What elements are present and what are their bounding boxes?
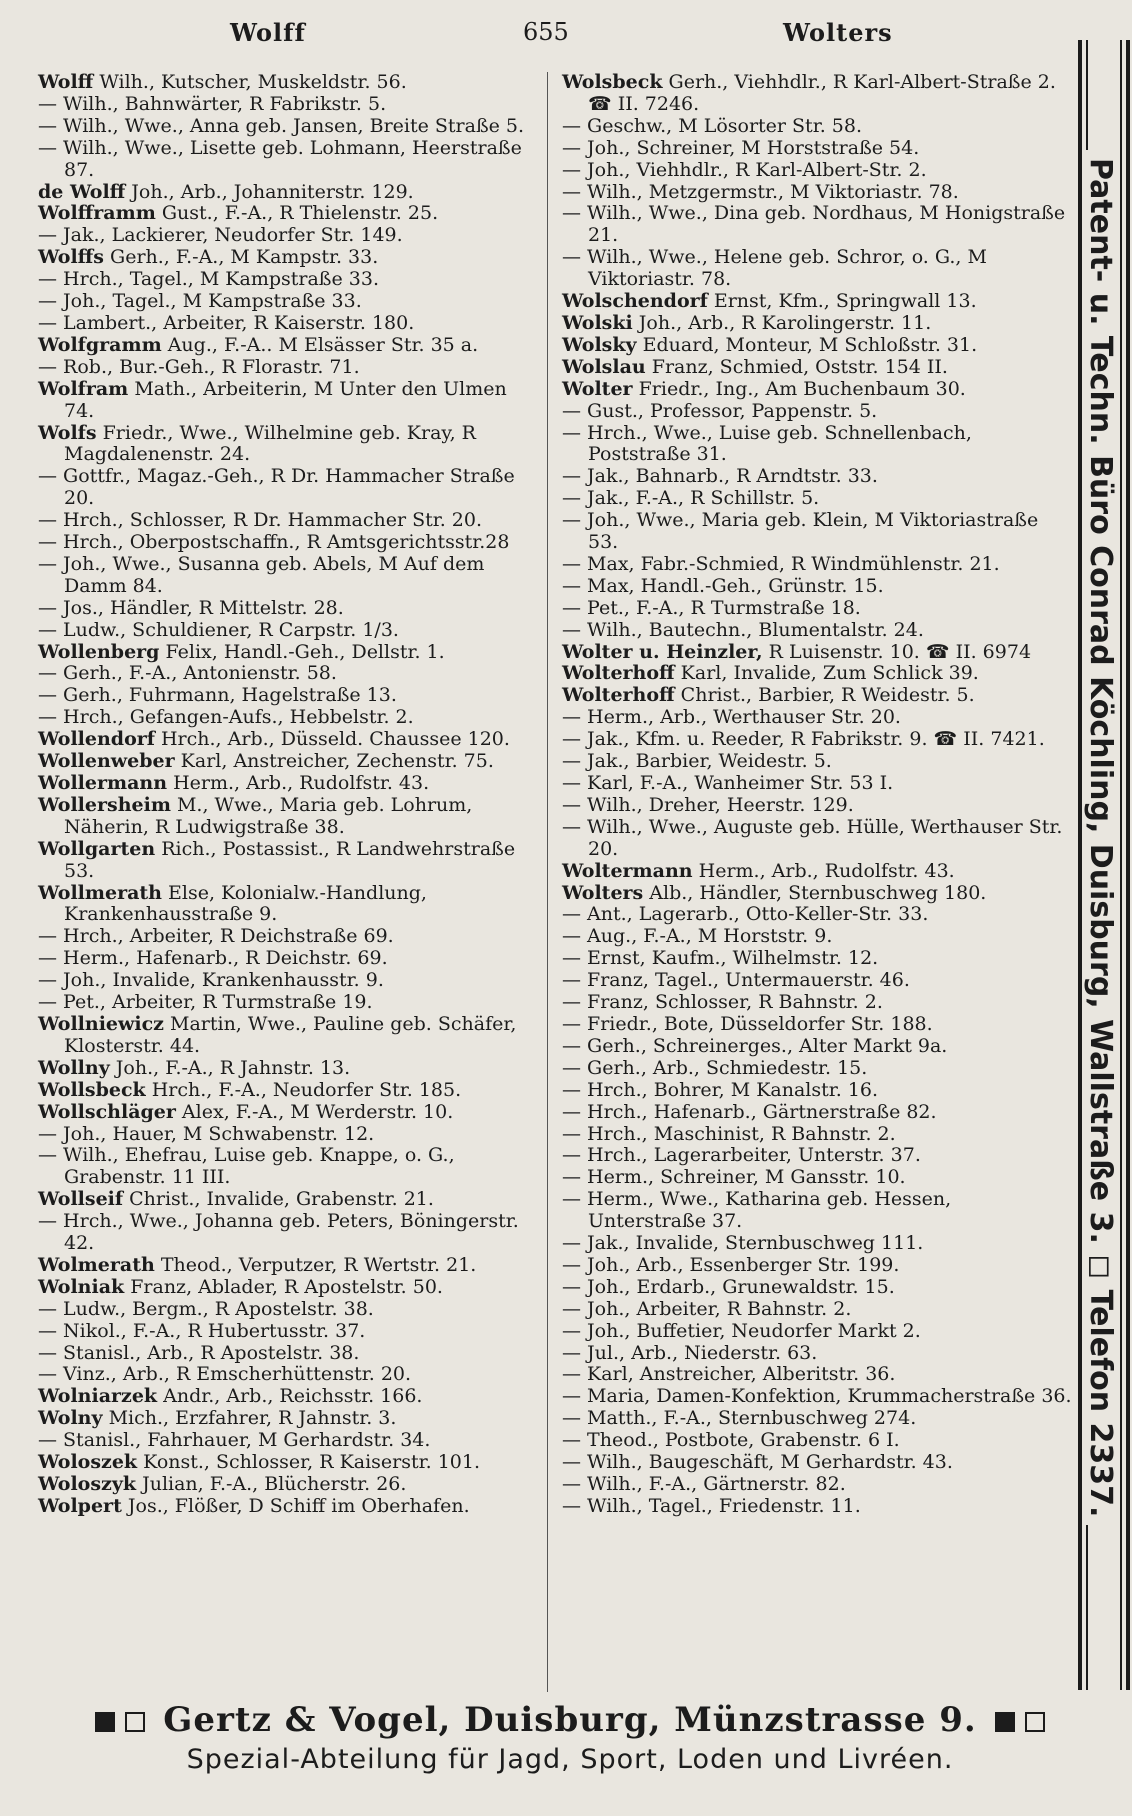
entry-text: — Wilh., Dreher, Heerstr. 129. (562, 793, 854, 816)
entry-text: — Karl, F.-A., Wanheimer Str. 53 I. (562, 772, 894, 794)
directory-entry (38, 532, 538, 554)
entry-text: — Jak., Kfm. u. Reeder, R Fabrikstr. 9. ☎ II. 7421. (562, 728, 1045, 751)
left-column (38, 72, 538, 1518)
entry-text: Karl, Anstreicher, Zechenstr. 75. (174, 750, 494, 773)
directory-entry (38, 1080, 538, 1102)
directory-entry (562, 1386, 1072, 1408)
entry-text: — Jul., Arb., Niederstr. 63. (562, 1341, 818, 1364)
directory-entry (38, 707, 538, 729)
directory-entry (38, 466, 538, 510)
entry-text: — Franz, Tagel., Untermauerstr. 46. (562, 969, 910, 992)
entry-text: — Wilh., Wwe., Anna geb. Jansen, Breite Straße 5. (38, 114, 525, 137)
entry-surname: Wolski (562, 311, 633, 334)
entry-surname: Wolfram (38, 377, 129, 400)
directory-entry (38, 1430, 538, 1452)
directory-entry (38, 379, 538, 423)
directory-entry (562, 1430, 1072, 1452)
entry-text: — Joh., Erdarb., Grunewaldstr. 15. (562, 1275, 895, 1298)
directory-entry (562, 313, 1072, 335)
directory-entry (562, 1102, 1072, 1124)
directory-entry (562, 1014, 1072, 1036)
entry-surname: Wollermann (38, 772, 168, 794)
directory-entry (562, 1080, 1072, 1102)
entry-text: Gerh., Viehhdlr., R Karl-Albert-Straße 2. ☎ II. 7246. (588, 71, 1056, 115)
directory-entry (562, 1474, 1072, 1496)
entry-surname: Wollsbeck (38, 1078, 146, 1101)
directory-entry (562, 203, 1072, 247)
column-divider (547, 72, 548, 1692)
entry-surname: Wolterhoff (562, 662, 675, 685)
entry-text: Theod., Verputzer, R Wertstr. 21. (154, 1253, 477, 1276)
entry-text: — Jak., Invalide, Sternbuschweg 111. (562, 1232, 924, 1255)
directory-entry (38, 1211, 538, 1255)
directory-entry (38, 182, 538, 204)
entry-surname: Wollny (38, 1056, 110, 1079)
directory-entry (562, 729, 1072, 751)
directory-entry (38, 313, 538, 335)
entry-surname: Wollniewicz (38, 1012, 164, 1035)
directory-entry (38, 1496, 538, 1518)
entry-surname: Wolfframm (38, 202, 156, 225)
entry-text: — Joh., Viehhdlr., R Karl-Albert-Str. 2. (562, 158, 927, 181)
directory-entry (562, 1452, 1072, 1474)
entry-surname: Wolfs (38, 421, 97, 444)
sidebar-rule (1120, 40, 1122, 1690)
entry-text: — Jak., Barbier, Weidestr. 5. (562, 750, 832, 773)
entry-text: — Wilh., Metzgermstr., M Viktoriastr. 78. (562, 180, 959, 203)
square-filled-icon (995, 1712, 1015, 1732)
entry-surname: Wollenweber (38, 750, 175, 773)
directory-entry (562, 1167, 1072, 1189)
directory-entry (562, 182, 1072, 204)
entry-text: Friedr., Ing., Am Buchenbaum 30. (632, 377, 966, 400)
directory-entry (38, 1255, 538, 1277)
directory-entry (38, 642, 538, 664)
entry-text: Andr., Arb., Reichsstr. 166. (157, 1385, 423, 1408)
footer-line-1 (30, 1700, 1110, 1740)
entry-text: — Theod., Postbote, Grabenstr. 6 I. (562, 1429, 900, 1452)
entry-text: Martin, Wwe., Pauline geb. Schäfer, Klosterstr. 44. (64, 1012, 517, 1057)
entry-text: — Joh., Hauer, M Schwabenstr. 12. (38, 1122, 375, 1145)
entry-text: Herm., Arb., Rudolfstr. 43. (692, 859, 955, 882)
entry-text: — Wilh., Baugeschäft, M Gerhardstr. 43. (562, 1451, 953, 1474)
entry-text: — Jak., Lackierer, Neudorfer Str. 149. (38, 224, 403, 247)
entry-text: — Hrch., Lagerarbeiter, Unterstr. 37. (562, 1144, 921, 1167)
entry-text: Gerh., F.-A., M Kampstr. 33. (103, 246, 379, 269)
directory-entry (38, 1102, 538, 1124)
entry-text: — Hrch., Wwe., Luise geb. Schnellenbach, Poststraße 31. (562, 421, 972, 466)
entry-text: — Hrch., Arbeiter, R Deichstraße 69. (38, 925, 394, 948)
entry-text: — Geschw., M Lösorter Str. 58. (562, 114, 862, 137)
directory-entry (38, 795, 538, 839)
entry-text: — Gust., Professor, Pappenstr. 5. (562, 399, 878, 422)
entry-text: — Hrch., Schlosser, R Dr. Hammacher Str. 20. (38, 509, 483, 532)
entry-surname: Wolpert (38, 1494, 122, 1517)
square-icon (125, 1712, 145, 1732)
directory-entry (562, 1299, 1072, 1321)
directory-entry (562, 291, 1072, 313)
directory-entry (38, 1299, 538, 1321)
directory-entry (562, 1145, 1072, 1167)
directory-entry (562, 1233, 1072, 1255)
entry-text: — Wilh., Bautechn., Blumentalstr. 24. (562, 618, 924, 641)
directory-entry (562, 598, 1072, 620)
directory-entry (38, 138, 538, 182)
entry-text: Ernst, Kfm., Springwall 13. (707, 290, 977, 313)
entry-text: Friedr., Wwe., Wilhelmine geb. Kray, R Magdalenenstr. 24. (64, 421, 476, 466)
entry-text: — Gerh., Schreinerges., Alter Markt 9a. (562, 1034, 948, 1057)
entry-text: Konst., Schlosser, R Kaiserstr. 101. (137, 1451, 481, 1474)
entry-surname: Wollersheim (38, 793, 171, 816)
entry-text: — Pet., F.-A., R Turmstraße 18. (562, 596, 861, 619)
directory-entry (562, 576, 1072, 598)
entry-text: Franz, Ablader, R Apostelstr. 50. (124, 1275, 443, 1298)
entry-text: — Maria, Damen-Konfektion, Krummacherstraße 36. (562, 1385, 1072, 1408)
directory-entry (562, 926, 1072, 948)
directory-entry (38, 1189, 538, 1211)
entry-text: M., Wwe., Maria geb. Lohrum, Näherin, R Ludwigstraße 38. (64, 793, 473, 838)
entry-text: — Ernst, Kaufm., Wilhelmstr. 12. (562, 947, 879, 970)
entry-text: Karl, Invalide, Zum Schlick 39. (674, 662, 979, 685)
entry-text: — Wilh., Wwe., Dina geb. Nordhaus, M Honigstraße 21. (562, 202, 1066, 247)
entry-text: — Matth., F.-A., Sternbuschweg 274. (562, 1407, 917, 1430)
entry-text: — Joh., Arb., Essenberger Str. 199. (562, 1253, 900, 1276)
entry-text: Joh., F.-A., R Jahnstr. 13. (109, 1056, 351, 1079)
directory-entry (562, 948, 1072, 970)
directory-entry (38, 225, 538, 247)
entry-text: Christ., Invalide, Grabenstr. 21. (123, 1188, 434, 1211)
entry-text: — Hrch., Hafenarb., Gärtnerstraße 82. (562, 1100, 937, 1123)
entry-text: — Gottfr., Magaz.-Geh., R Dr. Hammacher Straße 20. (38, 465, 515, 510)
entry-surname: Wolff (38, 71, 94, 93)
header-right-word: Wolters (783, 18, 893, 47)
entry-surname: Wollgarten (38, 837, 156, 860)
directory-entry (562, 357, 1072, 379)
directory-entry (562, 817, 1072, 861)
entry-surname: Wolffs (38, 246, 104, 269)
directory-entry (562, 1058, 1072, 1080)
directory-entry (562, 510, 1072, 554)
entry-text: — Joh., Schreiner, M Horststraße 54. (562, 136, 920, 159)
directory-entry (562, 1408, 1072, 1430)
directory-entry (562, 1124, 1072, 1146)
directory-entry (38, 773, 538, 795)
entry-text: — Stanisl., Fahrhauer, M Gerhardstr. 34. (38, 1429, 431, 1452)
directory-entry (38, 1058, 538, 1080)
square-filled-icon (95, 1712, 115, 1732)
entry-surname: Wolsbeck (562, 71, 663, 93)
entry-text: — Wilh., F.-A., Gärtnerstr. 82. (562, 1473, 846, 1495)
sidebar-ad-text: Patent- u. Techn. Büro Conrad Köchling, Duisburg, Wallstraße 3. ◻ Telefon 2337. (1083, 150, 1118, 1525)
directory-entry (562, 685, 1072, 707)
entry-text: — Gerh., Arb., Schmiedestr. 15. (562, 1056, 868, 1079)
entry-text: — Herm., Arb., Werthauser Str. 20. (562, 706, 901, 729)
entry-text: — Wilh., Ehefrau, Luise geb. Knappe, o. G., Grabenstr. 11 III. (38, 1144, 455, 1189)
entry-text: — Stanisl., Arb., R Apostelstr. 38. (38, 1341, 360, 1364)
directory-entry (38, 1408, 538, 1430)
directory-entry (562, 554, 1072, 576)
directory-entry (562, 423, 1072, 467)
directory-entry (38, 1321, 538, 1343)
sidebar-rule (1126, 40, 1130, 1690)
entry-text: — Gerh., Fuhrmann, Hagelstraße 13. (38, 684, 397, 707)
entry-text: Rich., Postassist., R Landwehrstraße 53. (64, 837, 516, 882)
entry-text: — Joh., Arbeiter, R Bahnstr. 2. (562, 1297, 852, 1320)
entry-text: Julian, F.-A., Blücherstr. 26. (136, 1473, 407, 1495)
directory-entry (562, 663, 1072, 685)
directory-entry (38, 423, 538, 467)
entry-surname: Wolter u. Heinzler, (562, 640, 763, 663)
directory-entry (562, 1321, 1072, 1343)
directory-entry (38, 598, 538, 620)
square-icon (1025, 1712, 1045, 1732)
directory-entry (38, 247, 538, 269)
entry-text: — Hrch., Bohrer, M Kanalstr. 16. (562, 1078, 879, 1101)
directory-entry (562, 1255, 1072, 1277)
entry-surname: Wollmerath (38, 881, 163, 904)
entry-text: — Hrch., Oberpostschaffn., R Amtsgerichtsstr.28 (38, 531, 510, 554)
entry-surname: Wolschendorf (562, 290, 708, 313)
entry-text: Franz, Schmied, Oststr. 154 II. (645, 355, 948, 378)
entry-text: Hrch., F.-A., Neudorfer Str. 185. (145, 1078, 462, 1101)
entry-text: — Herm., Wwe., Katharina geb. Hessen, Unterstraße 37. (562, 1188, 952, 1233)
entry-text: — Herm., Hafenarb., R Deichstr. 69. (38, 947, 388, 970)
directory-entry (562, 992, 1072, 1014)
entry-surname: Woltermann (562, 859, 693, 882)
entry-text: — Pet., Arbeiter, R Turmstraße 19. (38, 991, 373, 1014)
directory-entry (38, 1452, 538, 1474)
directory-entry (38, 1474, 538, 1496)
header-left-word: Wolff (230, 18, 306, 47)
entry-text: — Karl, Anstreicher, Alberitstr. 36. (562, 1363, 896, 1386)
directory-entry (562, 1343, 1072, 1365)
directory-entry (562, 620, 1072, 642)
directory-entry (38, 1343, 538, 1365)
entry-surname: Wolniarzek (38, 1385, 158, 1408)
directory-entry (562, 1036, 1072, 1058)
footer-company: Gertz & Vogel, Duisburg, Münzstrasse 9. (163, 1700, 977, 1740)
directory-entry (38, 1277, 538, 1299)
directory-entry (38, 1364, 538, 1386)
footer-advertisement (30, 1700, 1110, 1775)
entry-text: Joh., Arb., R Karolingerstr. 11. (632, 311, 932, 334)
directory-entry (38, 970, 538, 992)
directory-entry (562, 795, 1072, 817)
directory-entry (38, 269, 538, 291)
directory-entry (38, 948, 538, 970)
entry-text: — Rob., Bur.-Geh., R Florastr. 71. (38, 355, 360, 378)
entry-text: — Franz, Schlosser, R Bahnstr. 2. (562, 991, 883, 1014)
directory-entry (562, 970, 1072, 992)
entry-text: — Gerh., F.-A., Antonienstr. 58. (38, 662, 337, 685)
entry-text: — Jos., Händler, R Mittelstr. 28. (38, 596, 344, 619)
directory-entry (38, 335, 538, 357)
entry-surname: Wolny (38, 1407, 103, 1430)
entry-text: — Aug., F.-A., M Horststr. 9. (562, 925, 833, 948)
entry-text: Alb., Händler, Sternbuschweg 180. (643, 881, 987, 904)
entry-text: — Wilh., Tagel., Friedenstr. 11. (562, 1494, 861, 1517)
entry-text: — Wilh., Wwe., Auguste geb. Hülle, Werthauser Str. 20. (562, 815, 1063, 860)
entry-text: — Jak., Bahnarb., R Arndtstr. 33. (562, 465, 878, 488)
entry-surname: Wolniak (38, 1275, 125, 1298)
directory-entry (38, 751, 538, 773)
entry-text: Jos., Flößer, D Schiff im Oberhafen. (121, 1494, 470, 1517)
footer-line-2: Spezial-Abteilung für Jagd, Sport, Loden und Livréen. (186, 1744, 954, 1775)
directory-entry (38, 883, 538, 927)
entry-text: — Ant., Lagerarb., Otto-Keller-Str. 33. (562, 903, 929, 926)
directory-entry (38, 357, 538, 379)
entry-text: — Lambert., Arbeiter, R Kaiserstr. 180. (38, 311, 415, 334)
entry-surname: de Wolff (38, 180, 126, 203)
directory-entry (562, 1277, 1072, 1299)
page-header (30, 18, 1070, 58)
entry-text: — Hrch., Gefangen-Aufs., Hebbelstr. 2. (38, 706, 414, 729)
entry-text: Felix, Handl.-Geh., Dellstr. 1. (159, 640, 445, 663)
directory-entry (562, 138, 1072, 160)
entry-text: — Joh., Buffetier, Neudorfer Markt 2. (562, 1319, 921, 1342)
entry-text: — Joh., Wwe., Susanna geb. Abels, M Auf dem Damm 84. (38, 552, 485, 597)
entry-text: Aug., F.-A.. M Elsässer Str. 35 a. (161, 333, 479, 356)
entry-text: — Wilh., Bahnwärter, R Fabrikstr. 5. (38, 92, 387, 115)
directory-entry (38, 926, 538, 948)
entry-surname: Wollenberg (38, 640, 160, 663)
directory-entry (38, 116, 538, 138)
directory-entry (38, 554, 538, 598)
entry-text: Else, Kolonialw.-Handlung, Krankenhausstraße 9. (64, 881, 427, 926)
directory-entry (562, 247, 1072, 291)
directory-entry (562, 160, 1072, 182)
directory-entry (562, 642, 1072, 664)
entry-text: — Joh., Tagel., M Kampstraße 33. (38, 290, 362, 313)
directory-entry (562, 883, 1072, 905)
entry-text: Alex, F.-A., M Werderstr. 10. (175, 1100, 454, 1123)
entry-text: Wilh., Kutscher, Muskeldstr. 56. (93, 71, 407, 93)
entry-text: — Ludw., Schuldiener, R Carpstr. 1/3. (38, 618, 399, 641)
entry-text: — Max, Fabr.-Schmied, R Windmühlenstr. 21. (562, 552, 1000, 575)
entry-text: — Joh., Invalide, Krankenhausstr. 9. (38, 969, 384, 992)
entry-text: — Max, Handl.-Geh., Grünstr. 15. (562, 574, 884, 597)
directory-entry (38, 1386, 538, 1408)
directory-entry (38, 291, 538, 313)
directory-entry (38, 1124, 538, 1146)
entry-text: Mich., Erzfahrer, R Jahnstr. 3. (102, 1407, 397, 1430)
directory-entry (562, 707, 1072, 729)
entry-text: — Hrch., Tagel., M Kampstraße 33. (38, 268, 379, 291)
directory-entry (38, 94, 538, 116)
directory-entry (562, 773, 1072, 795)
entry-surname: Wolterhoff (562, 684, 675, 707)
directory-entry (562, 904, 1072, 926)
directory-entry (562, 116, 1072, 138)
entry-surname: Wollseif (38, 1188, 124, 1211)
directory-entry (562, 1189, 1072, 1233)
directory-entry (38, 992, 538, 1014)
entry-text: Hrch., Arb., Düsseld. Chaussee 120. (154, 728, 510, 751)
directory-entry (562, 1364, 1072, 1386)
entry-text: Christ., Barbier, R Weidestr. 5. (674, 684, 975, 707)
entry-surname: Woloszyk (38, 1473, 137, 1495)
entry-surname: Wolfgramm (38, 333, 162, 356)
directory-entry (562, 861, 1072, 883)
entry-surname: Woloszek (38, 1451, 138, 1474)
entry-text: — Nikol., F.-A., R Hubertusstr. 37. (38, 1319, 366, 1342)
directory-entry (562, 379, 1072, 401)
entry-surname: Wolmerath (38, 1253, 155, 1276)
entry-surname: Wolsky (562, 333, 637, 356)
entry-surname: Wollendorf (38, 728, 155, 751)
sidebar-advertisement (1074, 40, 1130, 1690)
directory-entry (38, 1014, 538, 1058)
entry-text: — Hrch., Maschinist, R Bahnstr. 2. (562, 1122, 896, 1145)
entry-text: — Jak., F.-A., R Schillstr. 5. (562, 487, 820, 510)
directory-entry (562, 72, 1072, 116)
entry-text: — Herm., Schreiner, M Gansstr. 10. (562, 1166, 906, 1189)
directory-entry (562, 335, 1072, 357)
directory-entry (38, 1145, 538, 1189)
directory-entry (562, 488, 1072, 510)
page-number: 655 (523, 18, 569, 46)
entry-text: — Joh., Wwe., Maria geb. Klein, M Viktoriastraße 53. (562, 509, 1039, 554)
directory-entry (562, 1496, 1072, 1518)
directory-entry (38, 729, 538, 751)
directory-entry (38, 510, 538, 532)
entry-text: R Luisenstr. 10. ☎ II. 6974 (762, 640, 1032, 663)
directory-entry (562, 401, 1072, 423)
directory-entry (38, 620, 538, 642)
entry-text: Math., Arbeiterin, M Unter den Ulmen 74. (64, 377, 507, 422)
entry-surname: Wolters (562, 881, 644, 904)
entry-text: — Hrch., Wwe., Johanna geb. Peters, Böningerstr. 42. (38, 1210, 519, 1255)
entry-text: Herm., Arb., Rudolfstr. 43. (167, 772, 430, 794)
directory-entry (38, 203, 538, 225)
directory-entry (38, 72, 538, 94)
directory-entry (38, 839, 538, 883)
entry-text: — Ludw., Bergm., R Apostelstr. 38. (38, 1297, 374, 1320)
sidebar-rule (1078, 40, 1082, 1690)
entry-text: — Wilh., Wwe., Lisette geb. Lohmann, Heerstraße 87. (38, 136, 522, 181)
entry-text: Gust., F.-A., R Thielenstr. 25. (155, 202, 439, 225)
right-column (562, 72, 1072, 1518)
directory-entry (562, 751, 1072, 773)
entry-text: Eduard, Monteur, M Schloßstr. 31. (636, 333, 978, 356)
entry-text: Joh., Arb., Johanniterstr. 129. (125, 180, 414, 203)
directory-entry (38, 685, 538, 707)
directory-entry (38, 663, 538, 685)
entry-text: — Vinz., Arb., R Emscherhüttenstr. 20. (38, 1363, 412, 1386)
entry-surname: Wolter (562, 377, 633, 400)
entry-surname: Wolslau (562, 355, 646, 378)
entry-text: — Wilh., Wwe., Helene geb. Schror, o. G., M Viktoriastr. 78. (562, 246, 987, 291)
entry-text: — Friedr., Bote, Düsseldorfer Str. 188. (562, 1012, 933, 1035)
directory-entry (562, 466, 1072, 488)
entry-surname: Wollschläger (38, 1100, 176, 1123)
